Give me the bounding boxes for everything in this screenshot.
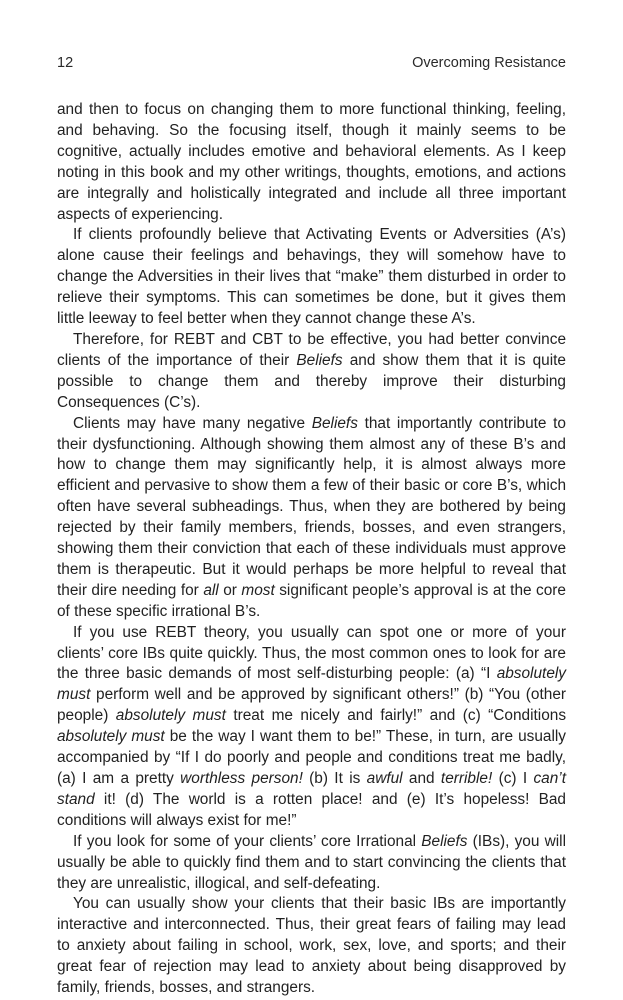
text-run: that importantly contribute to their dysfunctioning. Although showing them almost any of these B’s and how to change them may significantly help, it is almost always more efficient and pervasive to show them a few of their basic or core B’s, which often have several subheadings. Thus, when they are bothered by being rejected by their family members, friends, bosses, and even strangers, showing them their conviction that each of these individuals must approve them is therapeutic. But it would perhaps be more helpful to reveal that their dire needing for <box>57 414 566 599</box>
paragraph <box>57 894 566 999</box>
italic-text: absolutely must <box>115 707 226 725</box>
text-run: If clients profoundly believe that Activating Events or Adversities (A’s) alone cause their feelings and behavings, they will somehow have to change the Adversities in their lives that “make” them disturbed in order to relieve their symptoms. This can sometimes be done, but it gives them little leeway to feel better when they cannot change these A’s. <box>57 226 566 328</box>
running-title: Overcoming Resistance <box>412 55 566 71</box>
text-run: or <box>218 581 242 599</box>
paragraph <box>57 414 566 623</box>
italic-text: Beliefs <box>421 832 468 850</box>
paragraph <box>57 100 566 225</box>
text-run: (IBs), you will usually be able to quickly find them and to start convincing the clients that they are unrealistic, illogical, and self-defeating. <box>57 832 566 892</box>
italic-text: Beliefs <box>311 414 358 432</box>
page-number: 12 <box>57 55 74 71</box>
text-run: and show them that it is quite possible to change them and thereby improve their disturbing Consequences (C’s). <box>57 351 566 411</box>
italic-text: awful <box>366 770 403 787</box>
text-run: significant people’s approval is at the core of these specific irrational B’s. <box>57 581 566 620</box>
italic-text: all <box>203 581 219 599</box>
text-run: it! (d) The world is a rotten place! and (e) It’s hopeless! Bad conditions will always exist for me!” <box>57 790 566 829</box>
paragraph <box>57 832 566 895</box>
text-run: (b) It is <box>302 770 367 787</box>
body-text <box>57 100 566 999</box>
text-run: treat me nicely and fairly!” and (c) “Conditions <box>225 707 567 725</box>
text-run: If you use REBT theory, you usually can spot one or more of your clients’ core IBs quite quickly. Thus, the most common ones to look for are the three basic demands of most self-disturbing people: (a) “I <box>57 623 566 683</box>
italic-text: terrible! <box>440 770 493 787</box>
text-run: You can usually show your clients that their basic IBs are importantly interactive and interconnected. Thus, their great fears of failing may lead to anxiety about failing in school, work, sex, love, and sports; and their great fear of rejection may lead to anxiety about being disapproved by family, friends, bosses, and strangers. <box>57 895 566 997</box>
italic-text: can’t stand <box>57 770 566 808</box>
text-run: (c) I <box>492 770 534 787</box>
italic-text: absolutely must <box>57 665 566 704</box>
text-run: be the way I want them to be!” These, in turn, are usually accompanied by “If I do poorly and people and conditions treat me badly, (a) I am a pretty <box>57 728 566 787</box>
italic-text: worthless person! <box>180 770 303 787</box>
text-run: Clients may have many negative <box>73 414 312 432</box>
text-run: and then to focus on changing them to more functional thinking, feeling, and behaving. So the focusing itself, though it mainly seems to be cognitive, actually includes emotive and behavioral elements. As I keep noting in this book and my other writings, thoughts, emotions, and actions are integrally and holistically integrated and include all three important aspects of experiencing. <box>57 101 566 223</box>
page-header <box>57 55 566 77</box>
text-run: perform well and be approved by significant others!” (b) “You (other people) <box>57 686 566 725</box>
text-run: Therefore, for REBT and CBT to be effective, you had better convince clients of the importance of their <box>57 330 566 369</box>
text-run: If you look for some of your clients’ core Irrational <box>73 832 422 850</box>
italic-text: absolutely must <box>57 728 165 746</box>
paragraph <box>57 225 566 330</box>
italic-text: Beliefs <box>296 351 343 369</box>
paragraph <box>57 623 566 832</box>
italic-text: most <box>241 581 275 599</box>
paragraph <box>57 330 566 414</box>
text-run: and <box>402 770 441 787</box>
book-page <box>57 55 566 999</box>
